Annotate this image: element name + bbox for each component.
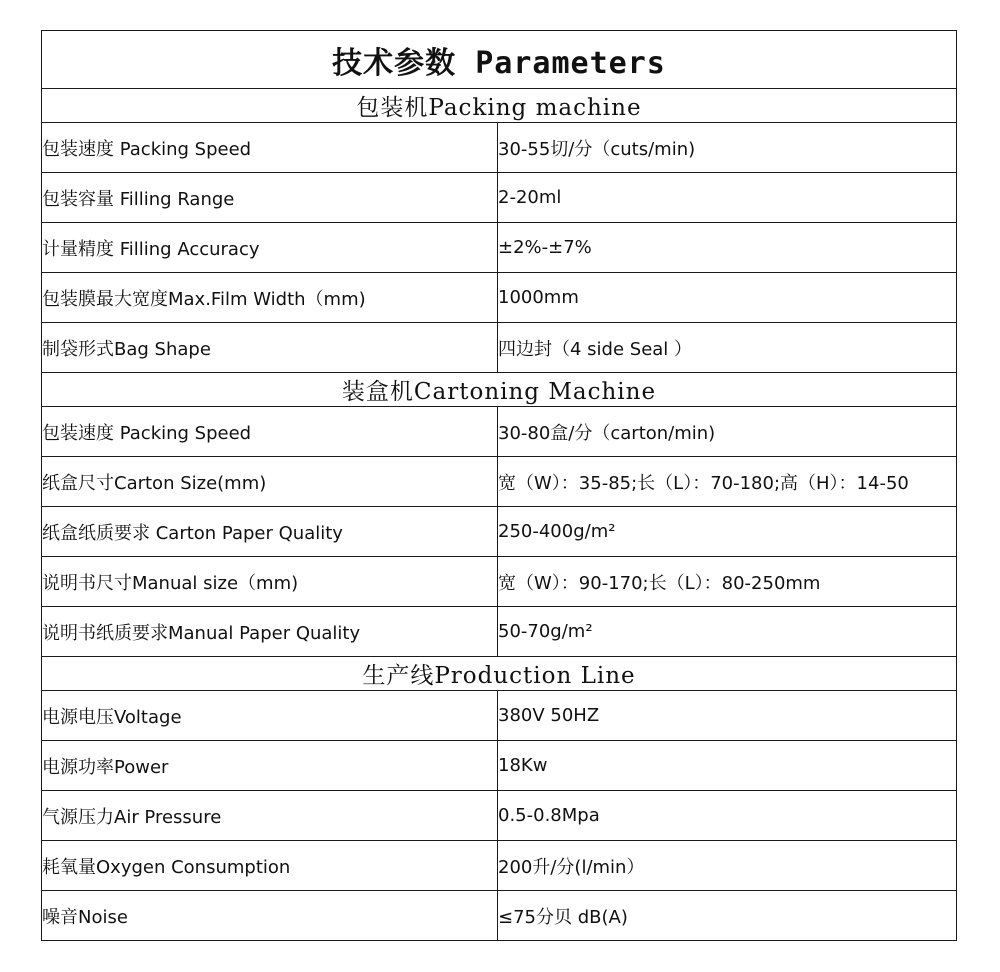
table-row: [42, 891, 957, 941]
param-value: 2-20ml: [498, 173, 957, 223]
table-row: [42, 323, 957, 373]
title-row: [42, 31, 957, 89]
param-label: 电源功率Power: [42, 741, 498, 791]
parameters-table: [41, 30, 957, 941]
section-heading-production-line: 生产线Production Line: [42, 657, 957, 691]
table-row: [42, 557, 957, 607]
param-label: 气源压力Air Pressure: [42, 791, 498, 841]
section-header-row: [42, 89, 957, 123]
table-row: [42, 791, 957, 841]
section-heading-packing-machine: 包装机Packing machine: [42, 89, 957, 123]
param-value: 30-80盒/分（carton/min): [498, 407, 957, 457]
param-value: 四边封（4 side Seal ）: [498, 323, 957, 373]
param-label: 说明书尺寸Manual size（mm): [42, 557, 498, 607]
table-row: [42, 407, 957, 457]
param-label: 纸盒纸质要求 Carton Paper Quality: [42, 507, 498, 557]
table-row: [42, 123, 957, 173]
param-label: 包装容量 Filling Range: [42, 173, 498, 223]
table-row: [42, 173, 957, 223]
param-value: 18Kw: [498, 741, 957, 791]
section-header-row: [42, 373, 957, 407]
param-label: 说明书纸质要求Manual Paper Quality: [42, 607, 498, 657]
param-label: 噪音Noise: [42, 891, 498, 941]
param-label: 包装膜最大宽度Max.Film Width（mm): [42, 273, 498, 323]
table-row: [42, 691, 957, 741]
table-row: [42, 273, 957, 323]
table-row: [42, 841, 957, 891]
param-label: 计量精度 Filling Accuracy: [42, 223, 498, 273]
table-row: [42, 223, 957, 273]
table-row: [42, 741, 957, 791]
param-value: 200升/分(l/min）: [498, 841, 957, 891]
param-value: 宽（W）：35-85;长（L）：70-180;高（H）：14-50: [498, 457, 957, 507]
param-value: ≤75分贝 dB(A): [498, 891, 957, 941]
param-value: 0.5-0.8Mpa: [498, 791, 957, 841]
param-value: 1000mm: [498, 273, 957, 323]
param-label: 包装速度 Packing Speed: [42, 407, 498, 457]
param-value: 宽（W）：90-170;长（L）：80-250mm: [498, 557, 957, 607]
param-label: 包装速度 Packing Speed: [42, 123, 498, 173]
param-value: 30-55切/分（cuts/min): [498, 123, 957, 173]
param-label: 电源电压Voltage: [42, 691, 498, 741]
table-row: [42, 607, 957, 657]
param-value: 50-70g/m²: [498, 607, 957, 657]
table-row: [42, 457, 957, 507]
param-label: 制袋形式Bag Shape: [42, 323, 498, 373]
section-header-row: [42, 657, 957, 691]
table-row: [42, 507, 957, 557]
param-value: 250-400g/m²: [498, 507, 957, 557]
param-value: 380V 50HZ: [498, 691, 957, 741]
section-heading-cartoning-machine: 装盒机Cartoning Machine: [42, 373, 957, 407]
param-label: 纸盒尺寸Carton Size(mm): [42, 457, 498, 507]
table-title: 技术参数 Parameters: [42, 31, 957, 89]
param-label: 耗氧量Oxygen Consumption: [42, 841, 498, 891]
param-value: ±2%-±7%: [498, 223, 957, 273]
